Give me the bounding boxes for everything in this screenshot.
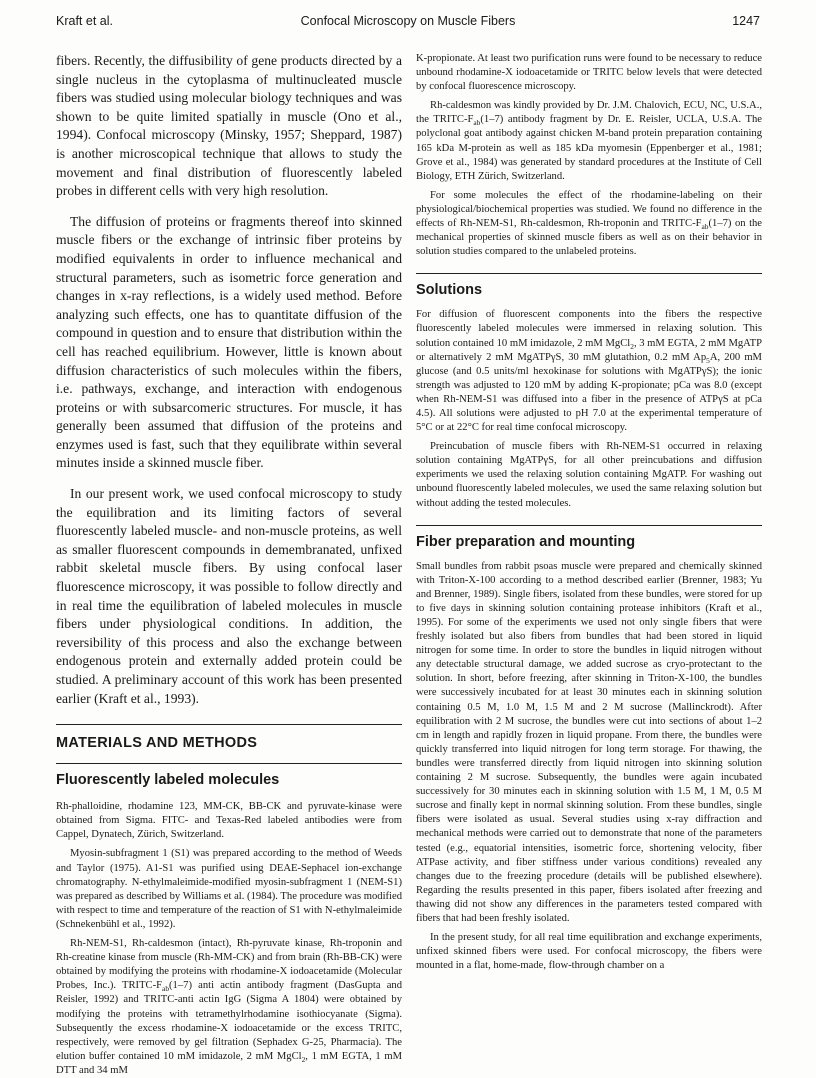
- solutions-text: [416, 308, 762, 510]
- solutions-heading: Solutions: [416, 282, 483, 299]
- running-header: [56, 14, 760, 36]
- page-number: 1247: [732, 14, 760, 28]
- labeled-molecules-text: [56, 800, 402, 1078]
- labeled-paragraph: For some molecules the effect of the rhodamine-labeling on their physiological/biochemical properties was studied. We found no difference in the effects of Rh-NEM-S1, Rh-caldesmon, Rh-troponin and TRITC-$F_{ab}(1-7)$ on the mechanical properties of skinned muscle fibers as well as on their behavior in solution studies compared to the unlabeled proteins.: [416, 189, 763, 258]
- subsection-rule: [56, 763, 402, 764]
- labeled-paragraph: Rh-NEM-S1, Rh-caldesmon (intact), Rh-pyruvate kinase, Rh-troponin and Rh-creatine kinase from muscle (Rh-MM-CK) and from brain (Rh-BB-CK) were obtained by modifying the proteins with rhodamine-X iodoacetamide (Molecular Probes, Inc.). TRITC-$F_{ab}(1-7)$ anti actin antibody fragment (DasGupta and Reisler, 1992) and TRITC-anti actin IgG (Sigma A 1804) were obtained by modifying the proteins with tetramethylrhodamine isothiocyanate (Sigma). Subsequently the excess rhodamine-X iodoacetamide or the excess TRITC, respectively, were removed by gel filtration (Sephadex G-25, Pharmacia). The elution buffer contained 10 mM imidazole, 2 mM MgCl$_2$, 1 mM EGTA, 1 mM DTT and 34 mM: [56, 938, 403, 1076]
- labeled-paragraph: Rh-caldesmon was kindly provided by Dr. J.M. Chalovich, ECU, NC, U.S.A., the TRITC-$F_{ab}(1-7)$ antibody fragment by Dr. E. Reisler, UCLA, U.S.A. The polyclonal goat antibody against chicken M-band protein preparation containing 165 kDa M-protein as well as 185 kDa myomesin (Eppenberger et al., 1981; Grove et al., 1984) was generated by standard procedures at the Institute of Cell Biology, ETH Zürich, Switzerland.: [416, 100, 763, 182]
- intro-paragraph: The diffusion of proteins or fragments thereof into skinned muscle fibers or the exchange of intrinsic fiber proteins by modified equivalents in order to influence mechanical and structural parameters, such as isometric force generation and changes in x-ray reflections, is a widely used method. Before analyzing such effects, one has to quantitate diffusion of the compound in question and to ensure that distribution within the cell has reached equilibrium. However, little is known about diffusion characteristics of such molecules within the fibers, i.e. pathways, exchange, and interaction with endogenous proteins or with subsarcomeric structures. For muscle, it has generally been assumed that diffusion of the proteins and enzymes used is fast, such that they equilibrate within several minutes inside a skinned muscle fiber.: [56, 213, 402, 471]
- right-column: [416, 52, 762, 973]
- intro-paragraph: fibers. Recently, the diffusibility of gene products directed by a single nucleus in the cytoplasma of multinucleated muscle fibers was studied using molecular biology techniques and was shown to be quite limited spatially in muscle (Ono et al., 1994). Confocal microscopy (Minsky, 1957; Sheppard, 1987) is another microscopical technique that allows to study the movement and final distribution of fluorescently labeled probes in different cells with very high resolution.: [56, 53, 402, 199]
- labeled-paragraph: K-propionate. At least two purification runs were found to be necessary to reduce unbound rhodamine-X iodoacetamide or TRITC below levels that were detected by confocal fluorescence microscopy.: [416, 53, 762, 93]
- fiber-preparation-heading: Fiber preparation and mounting: [416, 533, 636, 550]
- labeled-paragraph: Rh-phalloidine, rhodamine 123, MM-CK, BB-CK and pyruvate-kinase were obtained from Sigma. FITC- and Texas-Red labeled antibodies were from Cappel, Dynatech, Zürich, Switzerland.: [56, 801, 402, 841]
- introduction-text: [56, 52, 402, 708]
- intro-paragraph: In our present work, we used confocal microscopy to study the equilibration and its limiting factors of several fluorescently labeled muscle- and non-muscle proteins, as well as smaller fluorescent compounds in demembranated, unfixed rabbit skeletal muscle fibers. By using confocal laser fluorescence microscopy, it was possible to follow directly and in real time the equilibration of labeled molecules in muscle fibers under physiological conditions. In addition, the reversibility of this process and also the exchange between endogenous protein and externally added protein could be studied. A preliminary account of this work has been presented earlier (Kraft et al., 1993).: [56, 486, 402, 706]
- solutions-paragraph: For diffusion of fluorescent components into the fibers the respective fluorescently labeled molecules were immersed in relaxing solution. This solution contained 10 mM imidazole, 2 mM MgCl$_2$, 3 mM EGTA, 2 mM MgATP or alternatively 2 mM MgATPγS, 30 mM glutathion, 0.2 mM $Ap_5A$, 200 mM glucose (and 0.5 units/ml hexokinase for solutions with MgATPγS); the ionic strength was adjusted to 120 mM by adding K-propionate; pCa was 8.0 (except when Rh-NEM-S1 was diffused into a fiber in the presence of ATPγS at pCa 4.5). All solutions were adjusted to pH 7.0 at the experimental temperature of 5°C or at 22°C for real time confocal microscopy.: [416, 309, 762, 434]
- left-column: [56, 52, 402, 1078]
- subsection-rule: [416, 273, 762, 274]
- fiber-preparation-text: [416, 560, 762, 974]
- labeled-molecules-heading: Fluorescently labeled molecules: [56, 772, 280, 789]
- subsection-rule: [416, 525, 762, 526]
- fiber-paragraph: In the present study, for all real time equilibration and exchange experiments, unfixed skinned fibers were used. For confocal microscopy, the fibers were mounted in a flat, home-made, flow-through chamber on a: [416, 932, 762, 972]
- methods-heading: MATERIALS AND METHODS: [56, 735, 258, 752]
- labeled-molecules-continued: [416, 52, 762, 259]
- section-rule: [56, 724, 402, 725]
- solutions-paragraph: Preincubation of muscle fibers with Rh-NEM-S1 occurred in relaxing solution containing MgATPγS, for all other preincubations and diffusion experiments we used the relaxing solution containing MgATP. For washing out unbound fluorescently labeled molecules, we used the same relaxing solution but without adding the tested molecules.: [416, 441, 762, 509]
- labeled-paragraph: Myosin-subfragment 1 (S1) was prepared according to the method of Weeds and Taylor (1975). A1-S1 was purified using DEAE-Sephacel ion-exchange chromatography. N-ethylmaleimide-modified myosin-subfragment 1 (NEM-S1) was prepared as described by Williams et al. (1984). The procedure was modified with respect to time and temperature of the reaction of S1 with N-ethylmaleimide (Schnekenbühl et al., 1992).: [56, 848, 402, 930]
- header-authors: Kraft et al.: [56, 14, 113, 28]
- header-title: Confocal Microscopy on Muscle Fibers: [300, 14, 516, 28]
- fiber-paragraph: Small bundles from rabbit psoas muscle were prepared and chemically skinned with Triton-X-100 according to a method described earlier (Brenner, 1983; Yu and Brenner, 1989). Single fibers, isolated from these bundles, were stored for up to five days in skinning solution containing protease inhibitors (Kraft et al., 1995). For some of the experiments we used not only single fibers that were freshly isolated but also fibers from bundles that had been stored in liquid nitrogen for some time. In order to store the bundles in liquid nitrogen without any detectable structural damage, we added sucrose as cryo-protectant to the solution. In short, before freezing, after skinning in Triton-X-100, the bundles were successively incubated for at least 30 minutes each in skinning solution containing 0.5 M, 1.0 M, 1.5 M and 2 M sucrose (Mallinckrodt). After equilibration with 2 M sucrose, the bundles were cut into sections of about 1–2 cm in length and rapidly frozen in liquid propane. From there, the bundles were quickly transferred into liquid nitrogen for long term storage. For thawing, the bundles were transferred directly from liquid nitrogen into skinning solution containing 2 M sucrose. Subsequently, the bundles were again incubated successively for 30 minutes each in skinning solution with 1.5 M, 1 M, 0.5 M sucrose and finally kept in normal skinning solution. From these bundles, single fibers were isolated as usual. Several studies using x-ray diffraction and mechanical methods were carried out to demonstrate that none of the parameters tested (e.g., equatorial intensities, isometric force, shortening velocity, fiber ATPase activity, and fiber stiffness under various conditions) revealed any changes due to the freezing procedure (details will be published elsewhere). Regarding the results presented in this paper, fibers isolated after freezing and thawing did not show any differences in the parameters tested compared with fibers that had been freshly isolated.: [416, 560, 762, 924]
